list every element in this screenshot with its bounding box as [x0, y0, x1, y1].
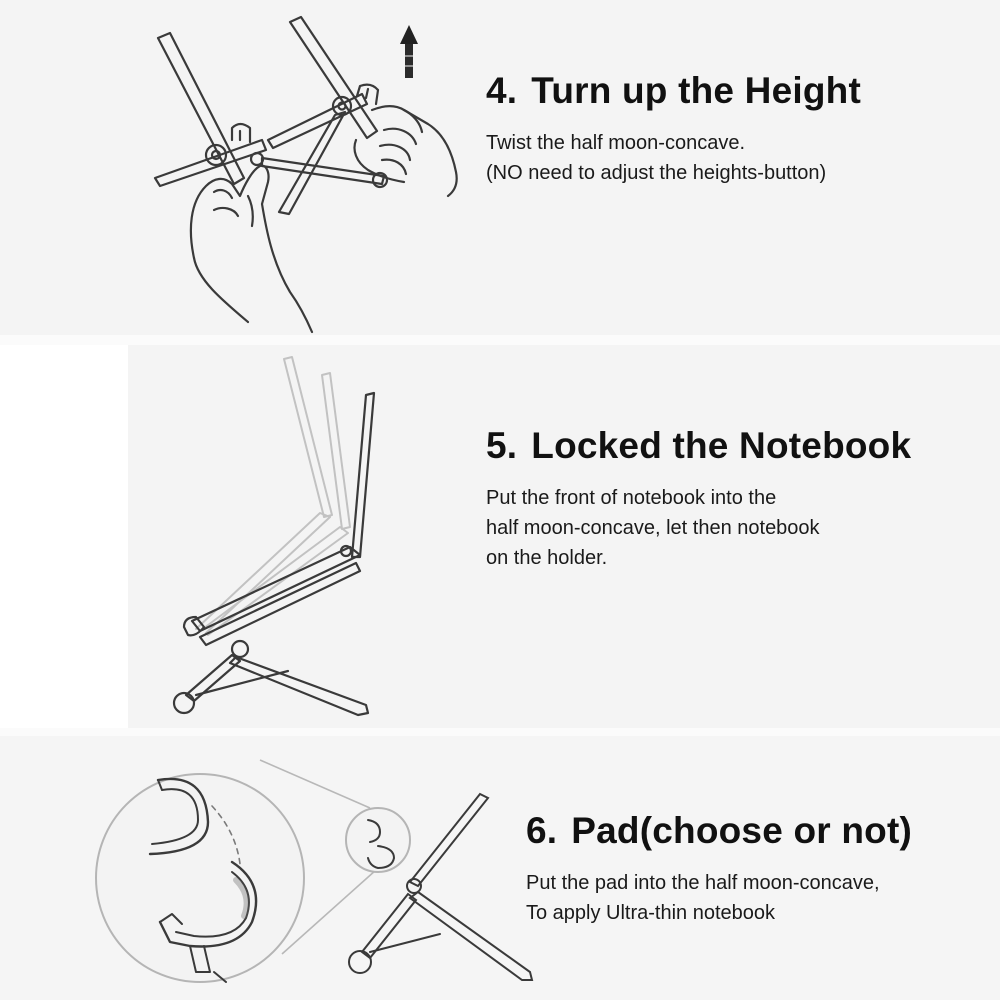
step-5-title: Locked the Notebook: [531, 425, 912, 466]
step-5-panel: [0, 345, 1000, 728]
step-6-description-line-2: To apply Ultra-thin notebook: [526, 902, 776, 924]
step-5-number: 5.: [486, 425, 518, 466]
detail-circle: [346, 808, 410, 872]
step-4-title: Turn up the Height: [531, 70, 861, 111]
step-6-heading: [526, 810, 912, 852]
step-6-panel: [0, 736, 1000, 1000]
step-5-heading: [486, 425, 911, 467]
step-5-description-line-2: half moon-concave, let then notebook: [486, 517, 820, 539]
step-6-description-line-1: Put the pad into the half moon-concave,: [526, 872, 880, 894]
step-4-heading: [486, 70, 861, 112]
step-4-description-line-2: (NO need to adjust the heights-button): [486, 162, 827, 184]
step-5-description-line-1: Put the front of notebook into the: [486, 487, 777, 509]
step-6-description: [526, 868, 880, 928]
step-5-description-line-3: on the holder.: [486, 547, 608, 569]
step-6-number: 6.: [526, 810, 558, 851]
step-4-panel: [0, 0, 1000, 335]
step-6-title: Pad(choose or not): [571, 810, 912, 851]
magnified-view-circle: [96, 774, 304, 982]
up-arrow-icon: [400, 25, 418, 78]
step-4-description-line-1: Twist the half moon-concave.: [486, 132, 746, 154]
step-4-number: 4.: [486, 70, 518, 111]
step-5-description: [486, 483, 820, 573]
step-4-description: [486, 128, 826, 188]
